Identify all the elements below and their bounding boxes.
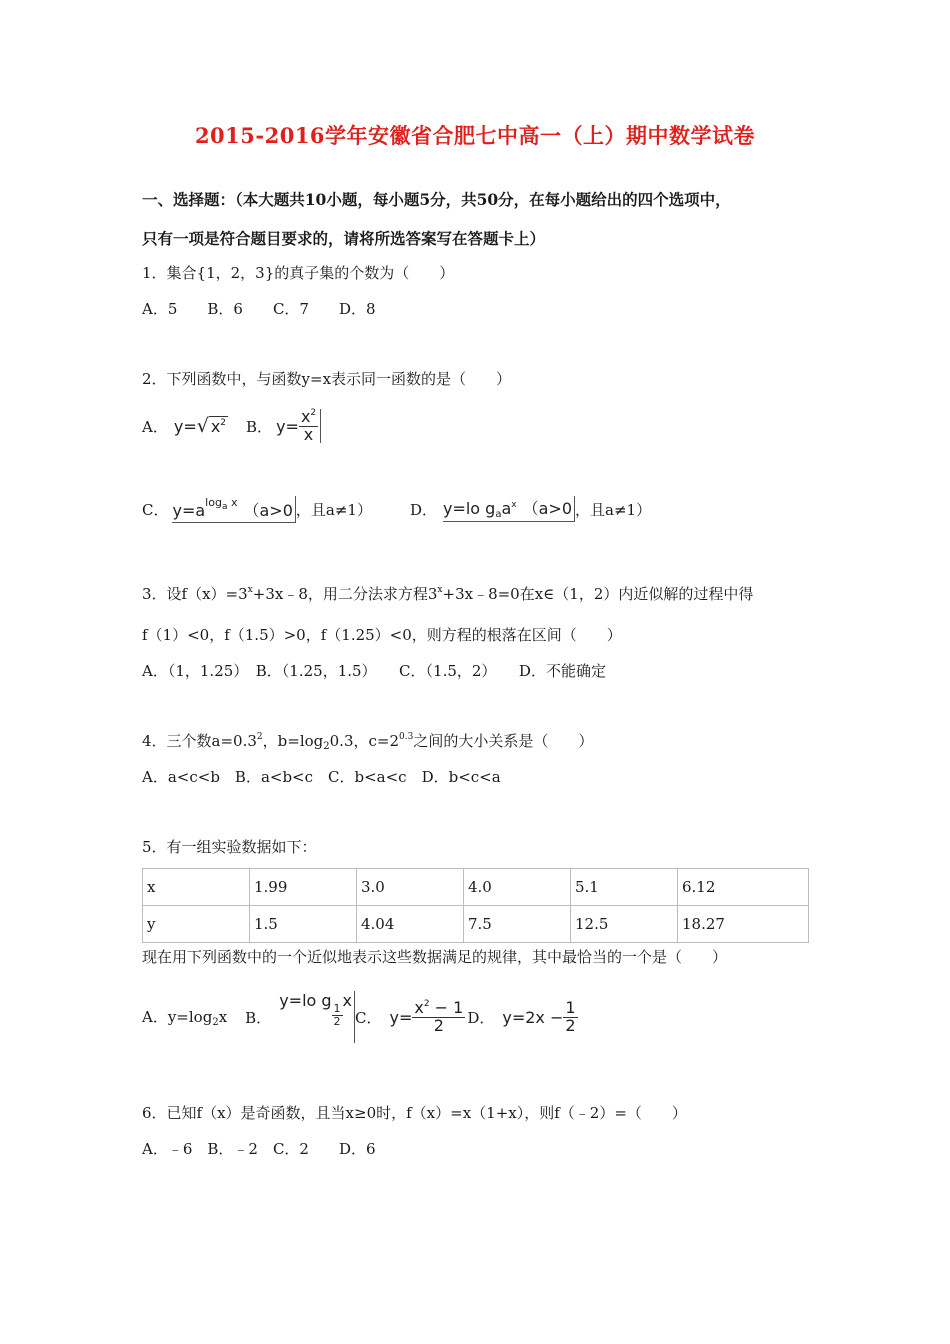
option-a-text: A．y=log (142, 1008, 213, 1026)
q4-exp1: 2 (256, 732, 263, 742)
option-d-label: D． (409, 500, 437, 519)
formula-log-base: a (495, 509, 502, 520)
question-5-followup: 现在用下列函数中的一个近似地表示这些数据满足的规律，其中最恰当的一个是（ ） (142, 948, 728, 966)
numerator-x: x (414, 997, 424, 1017)
option-d-label: D． (467, 1008, 495, 1027)
formula-quadratic (389, 997, 466, 1035)
page-title: 2015-2016学年安徽省合肥七中高一（上）期中数学试卷 (194, 123, 756, 148)
question-5-options (142, 986, 578, 1048)
radicand-x: x (210, 417, 221, 436)
numerator-exp: 2 (310, 407, 317, 418)
question-6: 6．已知f（x）是奇函数，且当x≥0时，f（x）=x（1+x），则f（﹣2）=（ ） (142, 1104, 687, 1122)
q3-exp1: x (247, 585, 253, 595)
section-heading-line2: 只有一项是符合题目要求的，请将所选答案写在答题卡上） (142, 229, 546, 248)
question-1: 1．集合{1，2，3}的真子集的个数为（ ） (142, 264, 455, 282)
question-2-options-cd (142, 486, 651, 532)
formula-log-half-lhs: y=lo g (279, 991, 332, 1010)
table-cell: 18.27 (678, 906, 809, 943)
q3-part1: 3．设f（x）=3 (142, 585, 248, 603)
table-row (143, 869, 809, 906)
option-b-label: B． (246, 417, 273, 436)
formula-exp-power (205, 495, 238, 512)
q3-part2: +3x﹣8，用二分法求方程3 (252, 585, 438, 603)
fraction (299, 406, 318, 444)
section-heading-line1: 一、选择题：（本大题共10小题，每小题5分，共50分，在每小题给出的四个选项中， (142, 190, 731, 209)
formula-sqrt-lhs: y= (173, 417, 197, 436)
formula-log-lhs: y=lo g (442, 499, 496, 518)
fraction (563, 997, 577, 1035)
formula-exp-log (172, 496, 295, 523)
question-5: 5．有一组实验数据如下： (142, 838, 317, 856)
formula-linear-lhs: y=2x − (502, 1007, 564, 1027)
q4-part4: 之间的大小关系是（ ） (413, 732, 594, 750)
formula-exp-condition: （a>0 (243, 500, 293, 520)
table-cell: 6.12 (678, 869, 809, 906)
fraction-denominator: 2 (565, 1015, 576, 1035)
formula-fraction-lhs: y= (276, 416, 299, 436)
power-log-base: a (221, 501, 228, 512)
q3-part3: +3x﹣8=0在x∈（1，2）内近似解的过程中得 (442, 585, 754, 603)
base-denominator: 2 (333, 1014, 341, 1028)
fraction-denominator: x (303, 424, 314, 444)
table-cell: 4.0 (464, 869, 571, 906)
table-cell: 7.5 (464, 906, 571, 943)
table-cell: 3.0 (357, 869, 464, 906)
table-cell: y (143, 906, 250, 943)
option-c-label: C． (355, 1008, 382, 1027)
question-6-options: A．﹣6 B．﹣2 C．2 D．6 (142, 1140, 376, 1158)
fraction-numerator: 1 (565, 997, 576, 1017)
table-cell: 4.04 (357, 906, 464, 943)
table-cell: 5.1 (571, 869, 678, 906)
base-numerator: 1 (333, 1002, 341, 1015)
question-2: 2．下列函数中，与函数y=x表示同一函数的是（ ） (142, 370, 512, 388)
question-4 (142, 730, 593, 752)
question-3-line2: f（1）<0，f（1.5）>0，f（1.25）<0，则方程的根落在区间（ ） (142, 626, 622, 644)
table-cell: 1.5 (250, 906, 357, 943)
q4-part2: ，b=log (262, 732, 324, 750)
option-a-log-base: 2 (212, 1017, 219, 1028)
table-cell: 1.99 (250, 869, 357, 906)
question-2-options-ab (142, 400, 321, 452)
q4-log-base: 2 (323, 741, 330, 752)
option-a-label: A． (142, 417, 168, 436)
table-row (143, 906, 809, 943)
numerator-exp: 2 (423, 998, 430, 1009)
formula-fraction (276, 406, 321, 444)
formula-log-exp (443, 496, 575, 522)
fraction-denominator: 2 (433, 1015, 444, 1035)
formula-exp-base: y=a (172, 500, 206, 520)
radical-sign-icon: √ (196, 415, 209, 437)
numerator-x: x (300, 406, 311, 426)
formula-linear (502, 997, 577, 1035)
power-log: log (205, 495, 222, 509)
option-c-tail: ，且a≠1） (295, 500, 372, 519)
formula-quadratic-lhs: y= (389, 1007, 413, 1027)
question-1-options: A．5 B．6 C．7 D．8 (142, 300, 376, 318)
formula-log-half-x: x (342, 991, 353, 1010)
fraction (412, 997, 465, 1035)
option-b-label: B． (245, 1008, 272, 1027)
fraction-numerator (299, 406, 318, 427)
question-4-options: A．a<c<b B．a<b<c C．b<a<c D．b<c<a (142, 768, 501, 786)
formula-log-arg-exp: x (511, 500, 517, 510)
option-d-tail: ，且a≠1） (575, 500, 652, 519)
q4-exp2: 0.3 (399, 732, 414, 742)
formula-log-half-base (332, 1003, 343, 1027)
q4-part1: 4．三个数a=0.3 (142, 732, 257, 750)
radicand-exp: 2 (220, 418, 227, 428)
power-x: x (230, 495, 238, 509)
formula-log-condition: （a>0 (522, 499, 573, 518)
formula-sqrt-radicand (209, 416, 228, 436)
formula-sqrt (174, 415, 228, 437)
numerator-tail: − 1 (429, 997, 464, 1017)
data-table (142, 868, 809, 943)
table-cell: x (143, 869, 250, 906)
option-a-x: x (218, 1008, 228, 1026)
option-a (142, 1006, 227, 1028)
q4-part3: 0.3，c=2 (329, 732, 400, 750)
option-c-label: C． (142, 500, 169, 519)
q3-exp2: x (437, 585, 443, 595)
fraction-numerator (412, 997, 465, 1018)
formula-log-half (279, 991, 355, 1043)
question-3-options: A．（1，1.25） B．（1.25，1.5） C．（1.5，2） D．不能确定 (142, 662, 606, 680)
question-3-line1 (142, 583, 753, 604)
table-cell: 12.5 (571, 906, 678, 943)
formula-log-arg: a (501, 499, 512, 518)
